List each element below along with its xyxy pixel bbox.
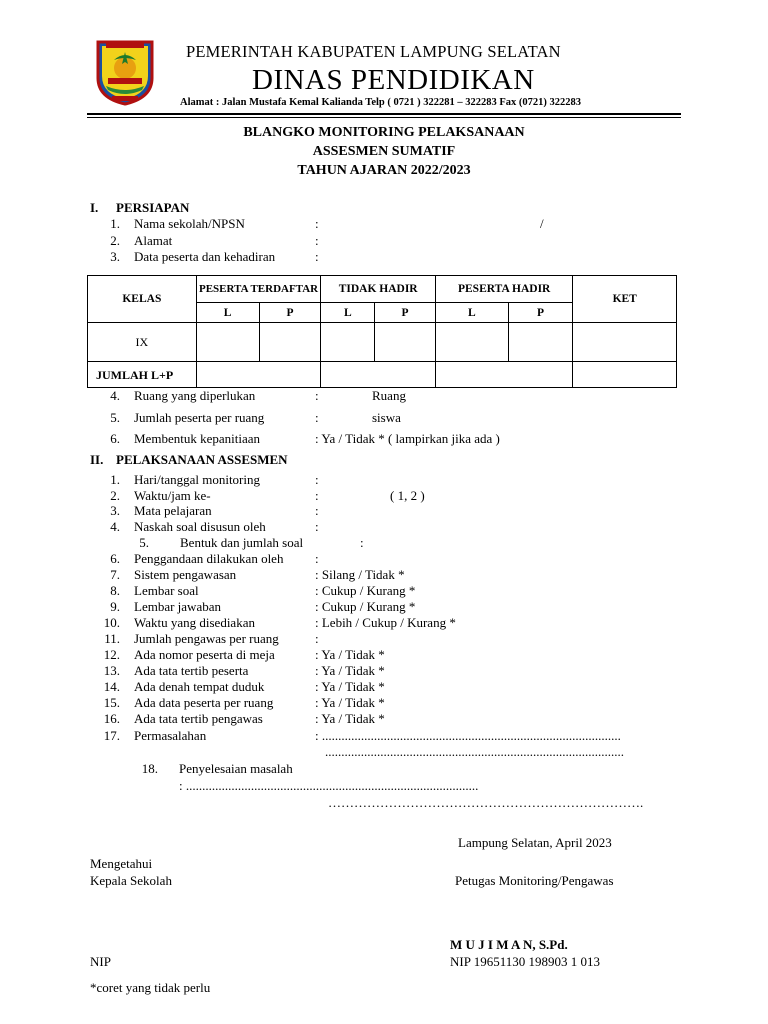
s2-item-label: Hari/tanggal monitoring [134,472,261,487]
attendance-table [87,275,677,388]
s1-item-number: 5. [110,410,120,425]
s1-item-label: Data peserta dan kehadiran [134,249,276,264]
s2-item-label: Waktu/jam ke- [134,488,211,503]
s2-item-value: : [315,472,319,487]
cell-empty[interactable] [573,323,677,362]
form-title-line2: ASSESMEN SUMATIF [312,144,456,159]
s2-item-number: 13. [103,663,120,678]
s2-item-number: 10. [103,615,120,630]
s1-item-number: 2. [110,233,120,248]
s2-item-value: : Ya / Tidak * [315,695,385,710]
s2-item-number: 16. [103,711,120,726]
signatory-name: M U J I M A N, S.Pd. [450,937,568,952]
cell-empty[interactable] [435,323,508,362]
header-rule-thin [87,117,681,118]
nip-left: NIP [90,954,111,969]
s2-item-label: Lembar soal [134,583,199,598]
nip-right: NIP 19651130 198903 1 013 [450,954,600,969]
header-rule-thick [87,113,681,115]
col-tidak-hadir: TIDAK HADIR [321,276,436,303]
s1-item-colon: : [315,233,319,248]
penyelesaian-dots-line1: : .......................................................................................... [179,778,479,793]
s2-item-value: : Cukup / Kurang * [315,599,416,614]
s2-item-number: 1. [110,472,120,487]
place-date: Lampung Selatan, April 2023 [458,835,612,850]
col-l: L [435,303,508,323]
s2-item-label: Penyelesaian masalah [179,761,293,776]
row-kelas-ix: IX [88,323,197,362]
agency-address: Alamat : Jalan Mustafa Kemal Kalianda Telp ( 0721 ) 322281 – 322283 Fax (0721) 322283 [180,97,582,108]
s1-item-value: : Ya / Tidak * ( lampirkan jika ada ) [315,431,500,446]
s1-item-number: 6. [110,431,120,446]
s1-item-colon: : [315,388,319,403]
s2-item-label: Sistem pengawasan [134,567,237,582]
s2-item-label: Lembar jawaban [134,599,221,614]
s2-item-value: : Silang / Tidak * [315,567,405,582]
s2-item-number: 17. [103,728,120,743]
s2-item-value: : Ya / Tidak * [315,647,385,662]
s2-item-value: : [315,631,319,646]
s2-item-label: Ada nomor peserta di meja [134,647,275,662]
s2-item-value: : [360,535,364,550]
s2-item-value: : [315,519,319,534]
s2-item-number: 6. [110,551,120,566]
petugas-label: Petugas Monitoring/Pengawas [455,873,614,888]
cell-empty[interactable] [573,362,677,388]
col-p: P [508,303,573,323]
s2-item-value: : ............................................................................................ [315,728,621,743]
s2-item-number: 4. [110,519,120,534]
cell-empty[interactable] [196,362,321,388]
s2-item-number: 8. [110,583,120,598]
section2-roman: II. [90,452,104,467]
s2-item-value: : Ya / Tidak * [315,711,385,726]
s2-item-value: : Lebih / Cukup / Kurang * [315,615,456,630]
government-name: PEMERINTAH KABUPATEN LAMPUNG SELATAN [186,42,561,61]
s2-item-number: 14. [103,679,120,694]
s2-item-value: : [315,503,319,518]
s2-item-number: 5. [139,535,149,550]
s1-item-colon: : [315,410,319,425]
section1-heading: PERSIAPAN [116,200,190,215]
s2-item-value: : Cukup / Kurang * [315,583,416,598]
col-kelas: KELAS [88,276,197,323]
s2-item-value: : [315,488,319,503]
section2-heading: PELAKSANAAN ASSESMEN [116,452,288,467]
mengetahui-label: Mengetahui [90,856,153,871]
s2-item-value: : Ya / Tidak * [315,679,385,694]
col-p: P [375,303,436,323]
s2-item-label: Ada data peserta per ruang [134,695,274,710]
s2-item-value: : Ya / Tidak * [315,663,385,678]
s1-item-colon: : [315,216,319,231]
lampung-selatan-emblem-icon [92,38,158,106]
row-jumlah: JUMLAH L+P [88,362,197,388]
cell-empty[interactable] [435,362,573,388]
s1-item-unit: Ruang [372,388,406,403]
s2-item-number: 2. [110,488,120,503]
s1-item-unit: siswa [372,410,401,425]
s1-item-number: 1. [110,216,120,231]
s1-item-label: Nama sekolah/NPSN [134,216,245,231]
col-peserta-hadir: PESERTA HADIR [435,276,573,303]
npsn-separator: / [540,216,544,231]
penyelesaian-dots-line2: ………………………………………………………………. [328,795,644,810]
s2-item-label: Bentuk dan jumlah soal [180,535,304,550]
footnote: *coret yang tidak perlu [90,980,211,995]
cell-empty[interactable] [196,323,259,362]
s1-item-label: Membentuk kepanitiaan [134,431,260,446]
s1-item-number: 4. [110,388,120,403]
kepala-sekolah-label: Kepala Sekolah [90,873,172,888]
permasalahan-dots-line2: ............................................................................................ [325,744,624,759]
s2-item-label: Ada denah tempat duduk [134,679,265,694]
s1-item-colon: : [315,249,319,264]
s2-item-number: 7. [110,567,120,582]
s1-item-label: Ruang yang diperlukan [134,388,256,403]
s2-item-label: Naskah soal disusun oleh [134,519,266,534]
cell-empty[interactable] [321,362,436,388]
s2-item-value: : [315,551,319,566]
cell-empty[interactable] [375,323,436,362]
col-p: P [259,303,321,323]
col-l: L [321,303,375,323]
cell-empty[interactable] [321,323,375,362]
s2-item-label: Jumlah pengawas per ruang [134,631,279,646]
s2-item-label: Mata pelajaran [134,503,212,518]
cell-empty[interactable] [259,323,321,362]
s2-item-number: 12. [103,647,120,662]
form-title-line3: TAHUN AJARAN 2022/2023 [297,163,471,178]
s2-item-number: 9. [110,599,120,614]
cell-empty[interactable] [508,323,573,362]
s2-item-number: 18. [141,761,158,776]
s2-item-label: Permasalahan [134,728,207,743]
s1-item-label: Jumlah peserta per ruang [134,410,265,425]
agency-name: DINAS PENDIDIKAN [252,64,535,96]
col-peserta-terdaftar: PESERTA TERDAFTAR [196,276,321,303]
section1-roman: I. [90,200,99,215]
s2-item-label: Penggandaan dilakukan oleh [134,551,284,566]
s1-item-number: 3. [110,249,120,264]
s2-item-label: Ada tata tertib peserta [134,663,249,678]
s2-item-label: Waktu yang disediakan [134,615,255,630]
s2-item-number: 3. [110,503,120,518]
form-title-line1: BLANGKO MONITORING PELAKSANAAN [243,125,525,140]
s2-item-number: 15. [103,695,120,710]
jam-ke-options: ( 1, 2 ) [390,488,425,503]
col-ket: KET [573,276,677,323]
s2-item-number: 11. [104,631,120,646]
col-l: L [196,303,259,323]
s2-item-label: Ada tata tertib pengawas [134,711,263,726]
s1-item-label: Alamat [134,233,173,248]
